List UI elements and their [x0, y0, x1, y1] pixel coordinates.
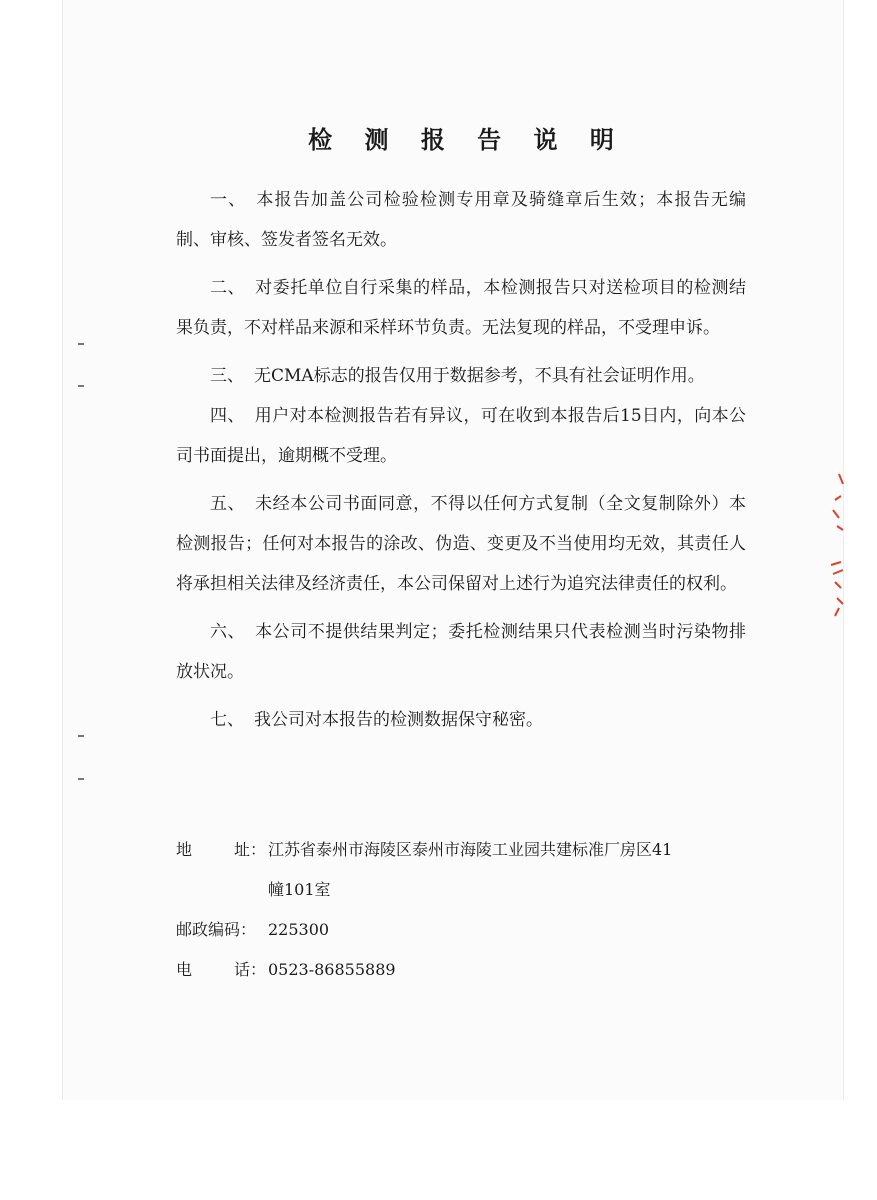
- note-item-1: [176, 180, 746, 260]
- note-item-7: [176, 700, 746, 740]
- note-text: 用户对本检测报告若有异议，可在收到本报告后15日内，向本公司书面提出，逾期概不受理。: [176, 406, 747, 466]
- scan-mark: [78, 778, 84, 780]
- note-text: 我公司对本报告的检测数据保守秘密。: [254, 710, 543, 730]
- contact-info: [176, 830, 776, 990]
- report-notes: [176, 120, 746, 748]
- note-item-2: [176, 268, 746, 348]
- note-number: 五、: [210, 494, 246, 514]
- note-number: 七、: [210, 710, 244, 730]
- note-text: 本报告加盖公司检验检测专用章及骑缝章后生效；本报告无编制、审核、签发者签名无效。: [176, 190, 747, 250]
- address-row-continued: [176, 870, 776, 910]
- address-label: 地 址：: [176, 840, 267, 859]
- note-text: 未经本公司书面同意，不得以任何方式复制（全文复制除外）本检测报告；任何对本报告的涂改、伪造、变更及不当使用均无效，其责任人将承担相关法律及经济责任，本公司保留对上述行为追究法律责任的权利。: [176, 494, 747, 594]
- note-number: 二、: [210, 278, 246, 298]
- postcode-value: 225300: [268, 920, 330, 939]
- note-item-6: [176, 612, 746, 692]
- note-item-4: [176, 396, 746, 476]
- postcode-label: 邮政编码：: [176, 920, 257, 939]
- note-text: 无CMA标志的报告仅用于数据参考，不具有社会证明作用。: [254, 366, 705, 386]
- scan-mark: [78, 735, 84, 737]
- scan-mark: [78, 343, 84, 345]
- phone-row: [176, 950, 776, 990]
- seal-stamp-fragment: [823, 470, 845, 620]
- note-number: 一、: [210, 190, 247, 210]
- note-text: 本公司不提供结果判定；委托检测结果只代表检测当时污染物排放状况。: [176, 622, 747, 682]
- postcode-row: [176, 910, 776, 950]
- address-value: 江苏省泰州市海陵区泰州市海陵工业园共建标准厂房区41: [268, 840, 673, 859]
- phone-value: 0523-86855889: [268, 960, 396, 979]
- note-number: 四、: [210, 406, 245, 426]
- note-number: 六、: [210, 622, 246, 642]
- note-item-3: [176, 356, 746, 396]
- address-row: [176, 830, 776, 870]
- note-text: 对委托单位自行采集的样品，本检测报告只对送检项目的检测结果负责，不对样品来源和采样环节负责。无法复现的样品，不受理申诉。: [176, 278, 747, 338]
- address-value-continued: 幢101室: [268, 880, 331, 899]
- scan-mark: [78, 385, 84, 387]
- note-number: 三、: [210, 366, 244, 386]
- document-title: 检 测 报 告 说 明: [308, 126, 626, 154]
- note-item-5: [176, 484, 746, 604]
- phone-label: 电 话：: [176, 960, 267, 979]
